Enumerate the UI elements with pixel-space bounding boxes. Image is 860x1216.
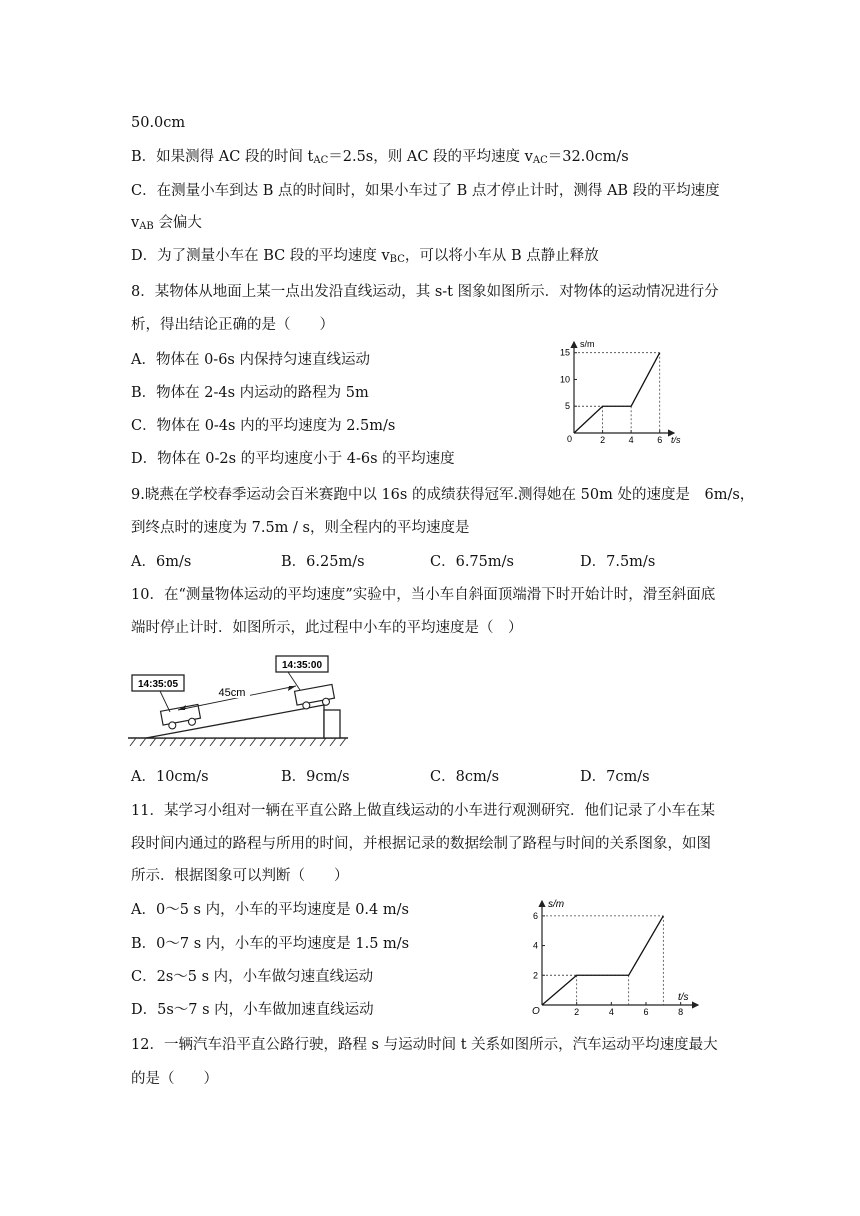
y-tick-label: 5 [564,401,570,412]
y-tick-label: 4 [532,940,538,951]
q8-option-c: C．物体在 0-4s 内的平均速度为 2.5m/s [131,418,396,434]
y-tick-label: 10 [559,374,570,385]
y-tick-label: 15 [559,347,570,358]
y-tick-label: 2 [532,970,538,981]
x-tick-label: 8 [678,1007,684,1016]
q8-stem-line2: 析，得出结论正确的是（ ） [131,317,334,333]
q8-option-b: B．物体在 2-4s 内运动的路程为 5m [131,385,369,401]
x-tick-label: 2 [600,435,606,445]
q7-option-c-line1: C．在测量小车到达 B 点的时间时，如果小车过了 B 点才停止计时，测得 AB 段的平均速度 [131,183,720,199]
q7-option-b: B．如果测得 AC 段的时间 $t_{AC}=2.5s$，则 AC 段的平均速度 $v_{AC}=32.0cm/s$ [131,149,629,166]
q11-stem-line2: 段时间内通过的路程与所用的时间，并根据记录的数据绘制了路程与时间的关系图象，如图 [131,836,711,852]
q8-st-graph [558,336,694,448]
q8-x-axis-label: t/s [671,435,681,445]
q9-stem-line2: 到终点时的速度为 7.5m / s，则全程内的平均速度是 [131,520,470,536]
clock-top-time: 14:35:00 [281,660,323,671]
x-tick-label: 4 [628,435,634,445]
q11-origin-label: O [532,1006,540,1016]
q11-x-axis-label: t/s [678,992,689,1003]
q11-stem-line3: 所示．根据图象可以判断（ ） [131,868,349,884]
x-tick-label: 6 [643,1007,649,1016]
q11-y-axis-label: s/m [548,899,565,910]
q7-option-c-line2: $v_{AB}$ 会偏大 [131,215,202,232]
q12-stem-line2: 的是（ ） [131,1071,218,1087]
q8-origin-label: 0 [567,434,573,444]
q8-option-a: A．物体在 0-6s 内保持匀速直线运动 [131,352,370,368]
q10-option-b: B．9cm/s [281,769,350,785]
q9-option-a: A．6m/s [131,554,192,570]
incline-support-block [324,710,340,738]
q10-stem-line2: 端时停止计时．如图所示，此过程中小车的平均速度是（ ） [131,620,523,636]
q9-stem-line1: 9.晓燕在学校春季运动会百米赛跑中以 16s 的成绩获得冠军.测得她在 50m 处的速度是 6m/s， [131,487,755,503]
q11-series-line [542,916,663,1005]
q8-series-line [574,353,660,433]
x-tick-label: 4 [608,1007,614,1016]
q10-option-a: A．10cm/s [131,769,209,785]
q10-option-d: D．7cm/s [580,769,650,785]
q11-option-d: D．5s～7 s 内，小车做加速直线运动 [131,1002,374,1018]
q7-option-a-tail: 50.0cm [131,115,186,131]
q12-stem-line1: 12．一辆汽车沿平直公路行驶，路程 s 与运动时间 t 关系如图所示，汽车运动平均速度最大 [131,1037,718,1053]
x-tick-label: 2 [574,1007,580,1016]
q8-option-d: D．物体在 0-2s 的平均速度小于 4-6s 的平均速度 [131,451,455,467]
q9-option-b: B．6.25m/s [281,554,365,570]
y-tick-label: 6 [532,910,538,921]
q11-option-b: B．0～7 s 内，小车的平均速度是 1.5 m/s [131,936,410,952]
q10-option-c: C．8cm/s [430,769,500,785]
q7-option-d: D．为了测量小车在 BC 段的平均速度 $v_{BC}$，可以将小车从 B 点静止释放 [131,248,599,265]
q11-option-a: A．0～5 s 内，小车的平均速度是 0.4 m/s [131,902,409,918]
q10-stem-line1: 10．在“测量物体运动的平均速度”实验中，当小车自斜面顶端滑下时开始计时，滑至斜面底 [131,587,716,603]
distance-label: 45cm [218,687,246,699]
clock-bottom-time: 14:35:05 [137,679,179,690]
q11-st-graph [526,896,704,1016]
q9-option-d: D．7.5m/s [580,554,656,570]
x-tick-label: 6 [657,435,663,445]
q11-stem-line1: 11．某学习小组对一辆在平直公路上做直线运动的小车进行观测研究．他们记录了小车在某 [131,803,715,819]
q11-option-c: C．2s～5 s 内，小车做匀速直线运动 [131,969,374,985]
q9-option-c: C．6.75m/s [430,554,514,570]
q8-stem-line1: 8．某物体从地面上某一点出发沿直线运动，其 s-t 图象如图所示．对物体的运动情况进行分 [131,284,719,300]
q8-y-axis-label: s/m [580,339,595,349]
q10-incline-diagram [126,650,352,752]
